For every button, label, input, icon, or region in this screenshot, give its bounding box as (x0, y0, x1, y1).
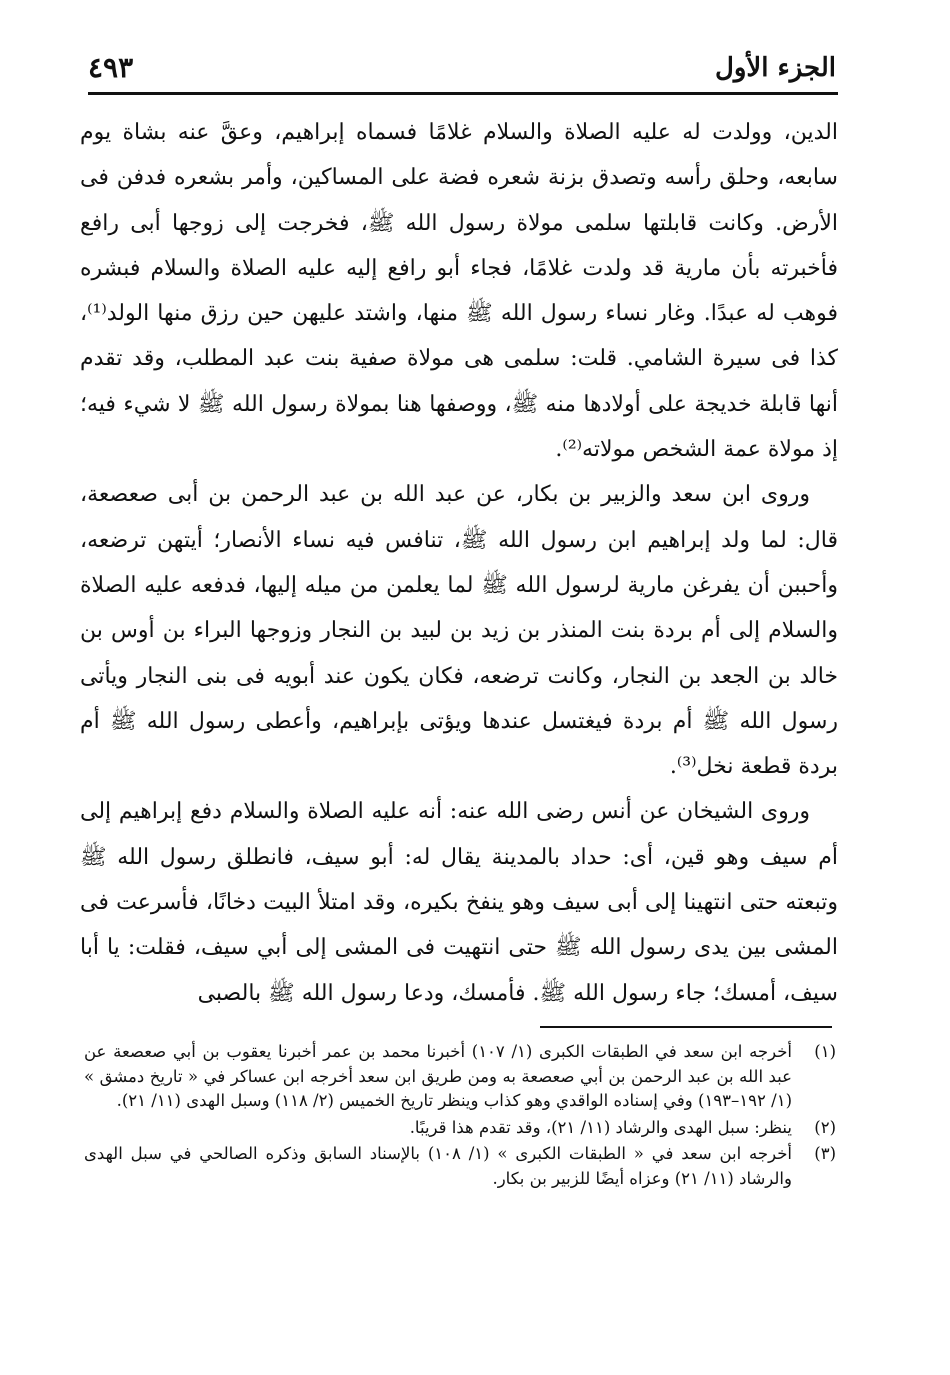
footnote (84, 1116, 836, 1141)
page-number: ٤٩٣ (88, 51, 134, 84)
footnote-separator (540, 1026, 832, 1028)
page-header (88, 46, 836, 90)
footnote (84, 1040, 836, 1114)
header-rule (88, 92, 838, 95)
footnotes (84, 1040, 836, 1193)
footnote-text: ينظر: سبل الهدى والرشاد (١١/ ٢١)، وقد تقدم هذا قريبًا. (409, 1117, 792, 1137)
footnote-text: أخرجه ابن سعد في الطبقات الكبرى (١/ ١٠٧) أخبرنا محمد بن عمر أخبرنا يعقوب بن أبي صعصعة عن عبد الله بن عبد الرحمن بن أبي صعصعة به ومن طريق ابن سعد أخرجه ابن عساكر في « تاريخ دمشق » (١/ ١٩٢–١٩٣) وفي إسناده الواقدي وهو كذاب وينظر تاريخ الخميس (٢/ ١١٨) وسبل الهدى (١١/ ٢١). (84, 1042, 792, 1110)
paragraph: وروى الشيخان عن أنس رضى الله عنه: أنه عليه الصلاة والسلام دفع إبراهيم إلى أم سيف وهو قين، أى: حداد بالمدينة يقال له: أبو سيف، فانطلق رسول الله ﷺ وتبعته حتى انتهينا إلى أبى سيف وهو ينفخ بكيره، وقد امتلأ البيت دخانًا، فأسرعت فى المشى بين يدى رسول الله ﷺ حتى انتهيت فى المشى إلى أبي سيف، فقلت: يا أبا سيف، أمسك؛ جاء رسول الله ﷺ. فأمسك، ودعا رسول الله ﷺ بالصبى (80, 799, 838, 1006)
main-text (80, 110, 838, 1016)
running-title: الجزء الأول (714, 53, 836, 83)
footnote-number: (٣) (814, 1144, 836, 1163)
paragraph: وروى ابن سعد والزبير بن بكار، عن عبد الله بن عبد الرحمن بن أبى صعصعة، قال: لما ولد إبراهيم ابن رسول الله ﷺ، تنافس فيه نساء الأنصار؛ أيتهن ترضعه، وأحببن أن يفرغن مارية لرسول الله ﷺ لما يعلمن من ميله إليها، فدفعه عليه الصلاة والسلام إلى أم بردة بنت المنذر بن زيد بن لبيد بن النجار وزوجها البراء بن أوس بن خالد بن الجعد بن النجار، وكانت ترضعه، فكان يكون عند أبويه فى بنى النجار ويأتى رسول الله ﷺ أم بردة فيغتسل عندها ويؤتى بإبراهيم، وأعطى رسول الله ﷺ أم بردة قطعة نخل⁽³⁾. (80, 482, 839, 780)
footnote-text: أخرجه ابن سعد في « الطبقات الكبرى » (١/ ١٠٨) بالإسناد السابق وذكره الصالحي في سبل الهدى والرشاد (١١/ ٢١) وعزاه أيضًا للزبير بن بكار. (84, 1144, 792, 1188)
footnote (84, 1142, 836, 1191)
footnote-number: (٢) (814, 1117, 836, 1137)
paragraph: الدين، وولدت له عليه الصلاة والسلام غلامًا فسماه إبراهيم، وعقَّ عنه بشاة يوم سابعه، وحلق رأسه وتصدق بزنة شعره فضة على المساكين، وأمر بشعره فدفن فى الأرض. وكانت قابلتها سلمى مولاة رسول الله ﷺ، فخرجت إلى زوجها أبى رافع فأخبرته بأن مارية قد ولدت غلامًا، فجاء أبو رافع إليه عليه الصلاة والسلام فبشره فوهب له عبدًا. وغار نساء رسول الله ﷺ منها، واشتد عليهن حين رزق منها الولد⁽¹⁾، كذا فى سيرة الشامي. قلت: سلمى هى مولاة صفية بنت عبد المطلب، وقد تقدم أنها قابلة خديجة على أولادها منه ﷺ، ووصفها هنا بمولاة رسول الله ﷺ لا شيء فيه؛ إذ مولاة عمة الشخص مولاته⁽²⁾. (80, 120, 838, 463)
footnote-number: (١) (814, 1042, 836, 1061)
